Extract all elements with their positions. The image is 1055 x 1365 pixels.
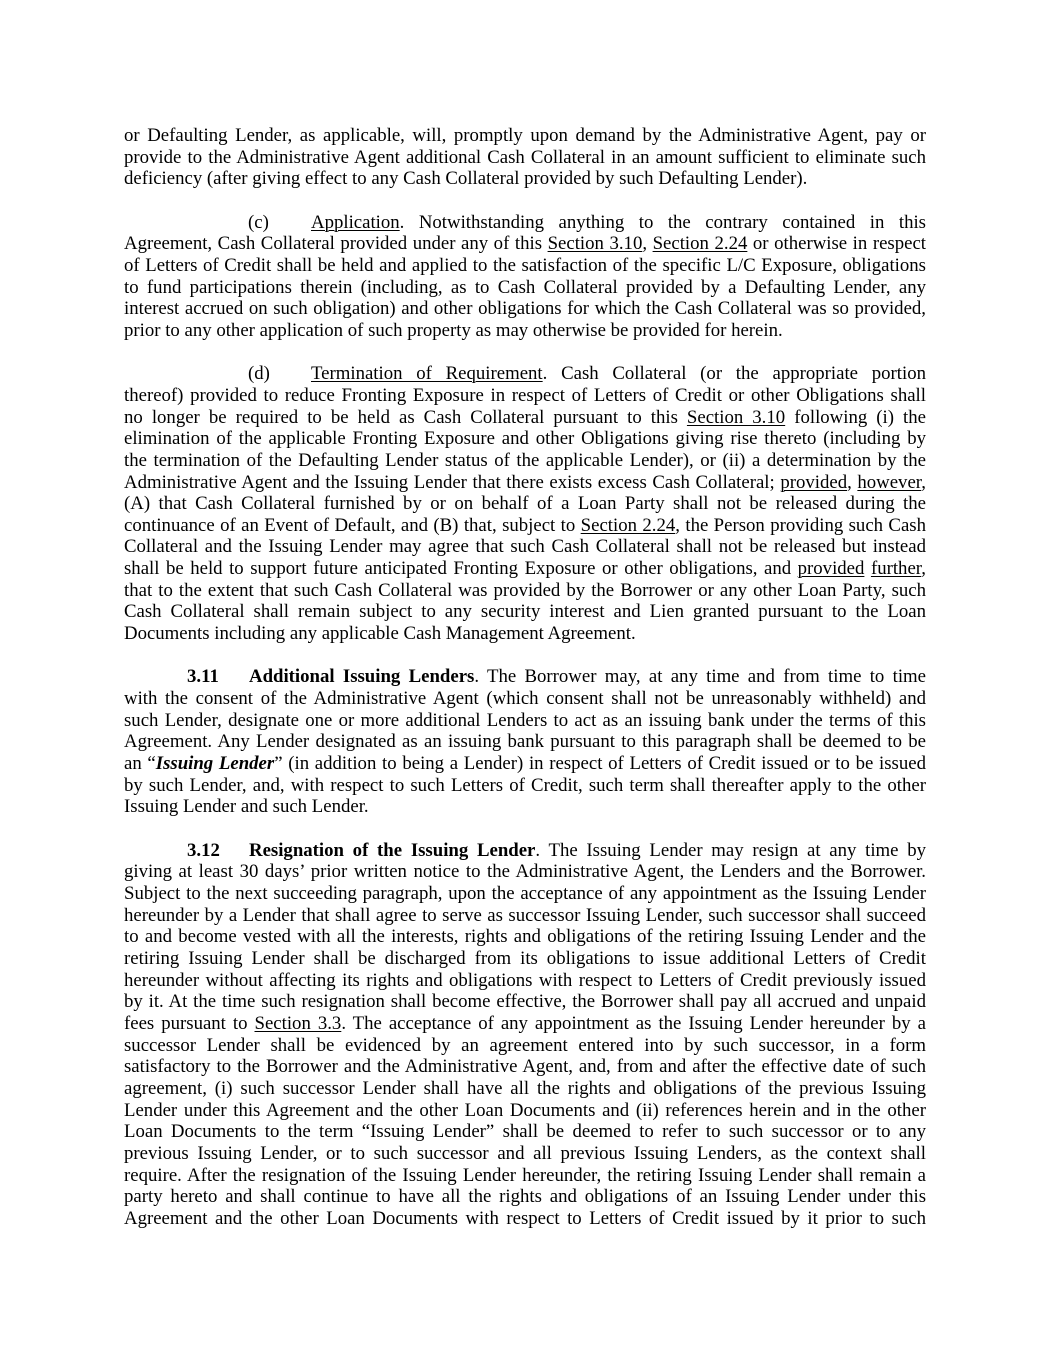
- text-line: [124, 320, 926, 342]
- text-run: shall be held to support future anticipated Fronting Exposure or other obligations, and: [124, 558, 798, 580]
- paragraph-cash-collateral-deficiency: [124, 125, 926, 190]
- text-line: [124, 147, 926, 169]
- text-run: ,: [847, 471, 858, 493]
- subsection-label: (d): [248, 363, 270, 385]
- subsection-c-application: [124, 212, 926, 342]
- text-run: Administrative Agent and the Issuing Lender that there exists excess Cash Collateral;: [124, 471, 781, 493]
- text-line: [124, 623, 926, 645]
- text-run: hereunder without affecting its rights and obligations with respect to Letters of Credit previously issued: [124, 969, 926, 991]
- text-run: require. After the resignation of the Issuing Lender hereunder, the retiring Issuing Lender shall remain a: [124, 1164, 926, 1186]
- text-run: party hereto and shall continue to have all the rights and obligations of an Issuing Lender under this: [124, 1186, 926, 1208]
- section-3-12-resignation-of-issuing-lender: [124, 840, 926, 1230]
- text-run: to fund participations therein (including, as to Cash Collateral provided by a Defaulting Lender, any: [124, 276, 926, 298]
- text-run: hereunder by a Lender that shall agree to serve as successor Issuing Lender, such successor shall succeed: [124, 904, 926, 926]
- subsection-d-termination-of-requirement: [124, 363, 926, 645]
- subsection-label: (c): [248, 211, 269, 233]
- text-run: with the consent of the Administrative Agent (which consent shall not be unreasonably withheld) and: [124, 688, 926, 710]
- text-run: no longer be required to be held as Cash Collateral pursuant to this: [124, 406, 687, 428]
- text-line: [124, 861, 926, 883]
- text-run: Subject to the next succeeding paragraph, upon the acceptance of any appointment as the Issuing Lender: [124, 882, 926, 904]
- text-run: Cash Collateral shall remain subject to any security interest and Lien granted pursuant to the Loan: [124, 601, 926, 623]
- text-run: by such Lender, and, with respect to such Letters of Credit, such term shall thereafter apply to the other: [124, 774, 926, 796]
- text-run: deficiency (after giving effect to any Cash Collateral provided by such Defaulting Lender).: [124, 168, 808, 190]
- underlined-reference: Termination of Requirement: [311, 363, 543, 385]
- underlined-reference: Section 3.10: [686, 406, 786, 428]
- text-run: ” (in addition to being a Lender) in respect of Letters of Credit issued or to be issued: [274, 753, 926, 775]
- underlined-reference: Section 2.24: [652, 233, 748, 255]
- text-line: [124, 493, 926, 515]
- text-run: interest accrued on such obligation) and other obligations for which the Cash Collateral was so provided,: [124, 298, 926, 320]
- underlined-reference: Section 3.3: [254, 1012, 342, 1034]
- text-line: [124, 298, 926, 320]
- underlined-reference: Application: [311, 211, 400, 233]
- text-run: satisfactory to the Borrower and the Administrative Agent, and, from and after the effective date of such: [124, 1056, 926, 1078]
- section-heading: Additional Issuing Lenders: [249, 666, 475, 688]
- text-line: [124, 536, 926, 558]
- text-run: ,: [921, 471, 926, 493]
- text-line: [124, 1035, 926, 1057]
- text-run: successor Lender shall be evidenced by an agreement entered into by such successor, in a form: [124, 1034, 926, 1056]
- underlined-reference: however: [857, 471, 922, 493]
- text-run: elimination of the applicable Fronting Exposure and other Obligations giving rise thereto (including by: [124, 428, 926, 450]
- text-line: [124, 1186, 926, 1208]
- text-line: [124, 277, 926, 299]
- text-run: . Cash Collateral (or the appropriate portion: [542, 363, 926, 385]
- text-line: [124, 168, 926, 190]
- text-run: such Lender, designate one or more additional Lenders to act as an issuing bank under the terms of this: [124, 709, 926, 731]
- text-run: retiring Issuing Lender shall be discharged from its obligations to issue additional Letters of Credit: [124, 947, 926, 969]
- text-run: by it. At the time such resignation shall become effective, the Borrower shall pay all accrued and unpaid: [124, 991, 926, 1013]
- text-run: (A) that Cash Collateral furnished by or on behalf of a Loan Party shall not be released during the: [124, 493, 926, 515]
- text-line: [124, 1056, 926, 1078]
- text-line: [124, 385, 926, 407]
- text-line: [124, 1165, 926, 1187]
- section-heading: Resignation of the Issuing Lender: [249, 839, 536, 861]
- text-line: [124, 407, 926, 429]
- text-line: [124, 796, 926, 818]
- text-run: previous Issuing Lender, or to such successor and all previous Issuing Lenders, as the context shall: [124, 1142, 926, 1164]
- text-line: [124, 472, 926, 494]
- document-body: [124, 125, 926, 1251]
- text-line: [124, 1013, 926, 1035]
- text-run: prior to any other application of such property as may otherwise be provided for herein.: [124, 319, 783, 341]
- text-run: provide to the Administrative Agent additional Cash Collateral in an amount sufficient to eliminate such: [124, 146, 926, 168]
- text-line: [124, 1208, 926, 1230]
- text-line: [124, 666, 926, 688]
- section-number: 3.11: [187, 666, 219, 688]
- text-run: of Letters of Credit shall be held and applied to the satisfaction of the specific L/C Exposure, obligations: [124, 254, 926, 276]
- text-line: [124, 558, 926, 580]
- text-line: [124, 840, 926, 862]
- underlined-reference: Section 2.24: [580, 514, 676, 536]
- text-line: [124, 233, 926, 255]
- text-run: . Notwithstanding anything to the contrary contained in this: [399, 211, 926, 233]
- text-run: Lender under this Agreement and the other Loan Documents and (ii) references herein and in the other: [124, 1099, 926, 1121]
- text-run: . The Borrower may, at any time and from time to time: [474, 666, 926, 688]
- text-line: [124, 775, 926, 797]
- text-run: the termination of the Defaulting Lender status of the applicable Lender), or (ii) a determination by the: [124, 449, 926, 471]
- text-run: agreement, (i) such successor Lender shall have all the rights and obligations of the previous Issuing: [124, 1077, 926, 1099]
- text-line: [124, 255, 926, 277]
- text-run: to and become vested with all the interests, rights and obligations of the retiring Issuing Lender and the: [124, 926, 926, 948]
- underlined-reference: provided: [780, 471, 848, 493]
- text-line: [124, 1121, 926, 1143]
- text-line: [124, 601, 926, 623]
- text-run: giving at least 30 days’ prior written notice to the Administrative Agent, the Lenders and the Borrower.: [124, 861, 926, 883]
- text-line: [124, 970, 926, 992]
- text-line: [124, 1078, 926, 1100]
- text-line: [124, 710, 926, 732]
- underlined-reference: further: [870, 558, 922, 580]
- text-line: [124, 450, 926, 472]
- text-run: . The Issuing Lender may resign at any time by: [535, 839, 926, 861]
- section-3-11-additional-issuing-lenders: [124, 666, 926, 818]
- text-run: . The acceptance of any appointment as the Issuing Lender hereunder by a: [341, 1012, 926, 1034]
- text-line: [124, 1143, 926, 1165]
- text-line: [124, 580, 926, 602]
- text-line: [124, 515, 926, 537]
- text-run: Documents including any applicable Cash Management Agreement.: [124, 623, 636, 645]
- text-line: [124, 883, 926, 905]
- text-line: [124, 212, 926, 234]
- text-run: thereof) provided to reduce Fronting Exposure in respect of Letters of Credit or other Obligations shall: [124, 384, 926, 406]
- text-line: [124, 948, 926, 970]
- text-run: Agreement and the other Loan Documents with respect to Letters of Credit issued by it prior to such: [124, 1207, 926, 1229]
- text-run: Collateral and the Issuing Lender may agree that such Cash Collateral shall not be released but instead: [124, 536, 926, 558]
- text-line: [124, 125, 926, 147]
- text-run: Issuing Lender and such Lender.: [124, 796, 369, 818]
- text-line: [124, 363, 926, 385]
- text-run: that to the extent that such Cash Collateral was provided by the Borrower or any other Loan Party, such: [124, 579, 926, 601]
- text-line: [124, 905, 926, 927]
- text-run: continuance of an Event of Default, and (B) that, subject to: [124, 514, 581, 536]
- text-run: or Defaulting Lender, as applicable, will, promptly upon demand by the Administrative Agent, pay or: [124, 125, 926, 146]
- text-run: ,: [921, 558, 926, 580]
- underlined-reference: provided: [797, 558, 865, 580]
- text-line: [124, 731, 926, 753]
- section-number: 3.12: [187, 839, 220, 861]
- text-run: ,: [642, 233, 653, 255]
- text-run: , the Person providing such Cash: [675, 514, 926, 536]
- text-run: Agreement. Any Lender designated as an issuing bank pursuant to this paragraph shall be deemed to be: [124, 731, 926, 753]
- text-line: [124, 1100, 926, 1122]
- text-run: an “: [124, 753, 156, 775]
- text-line: [124, 926, 926, 948]
- text-run: Agreement, Cash Collateral provided under any of this: [124, 233, 548, 255]
- text-line: [124, 753, 926, 775]
- text-run: or otherwise in respect: [747, 233, 927, 255]
- text-line: [124, 991, 926, 1013]
- text-run: Loan Documents to the term “Issuing Lender” shall be deemed to refer to such successor or to any: [124, 1121, 926, 1143]
- text-run: fees pursuant to: [124, 1012, 255, 1034]
- text-line: [124, 428, 926, 450]
- text-line: [124, 688, 926, 710]
- underlined-reference: Section 3.10: [547, 233, 643, 255]
- text-run: following (i) the: [785, 406, 926, 428]
- defined-term: Issuing Lender: [155, 753, 275, 775]
